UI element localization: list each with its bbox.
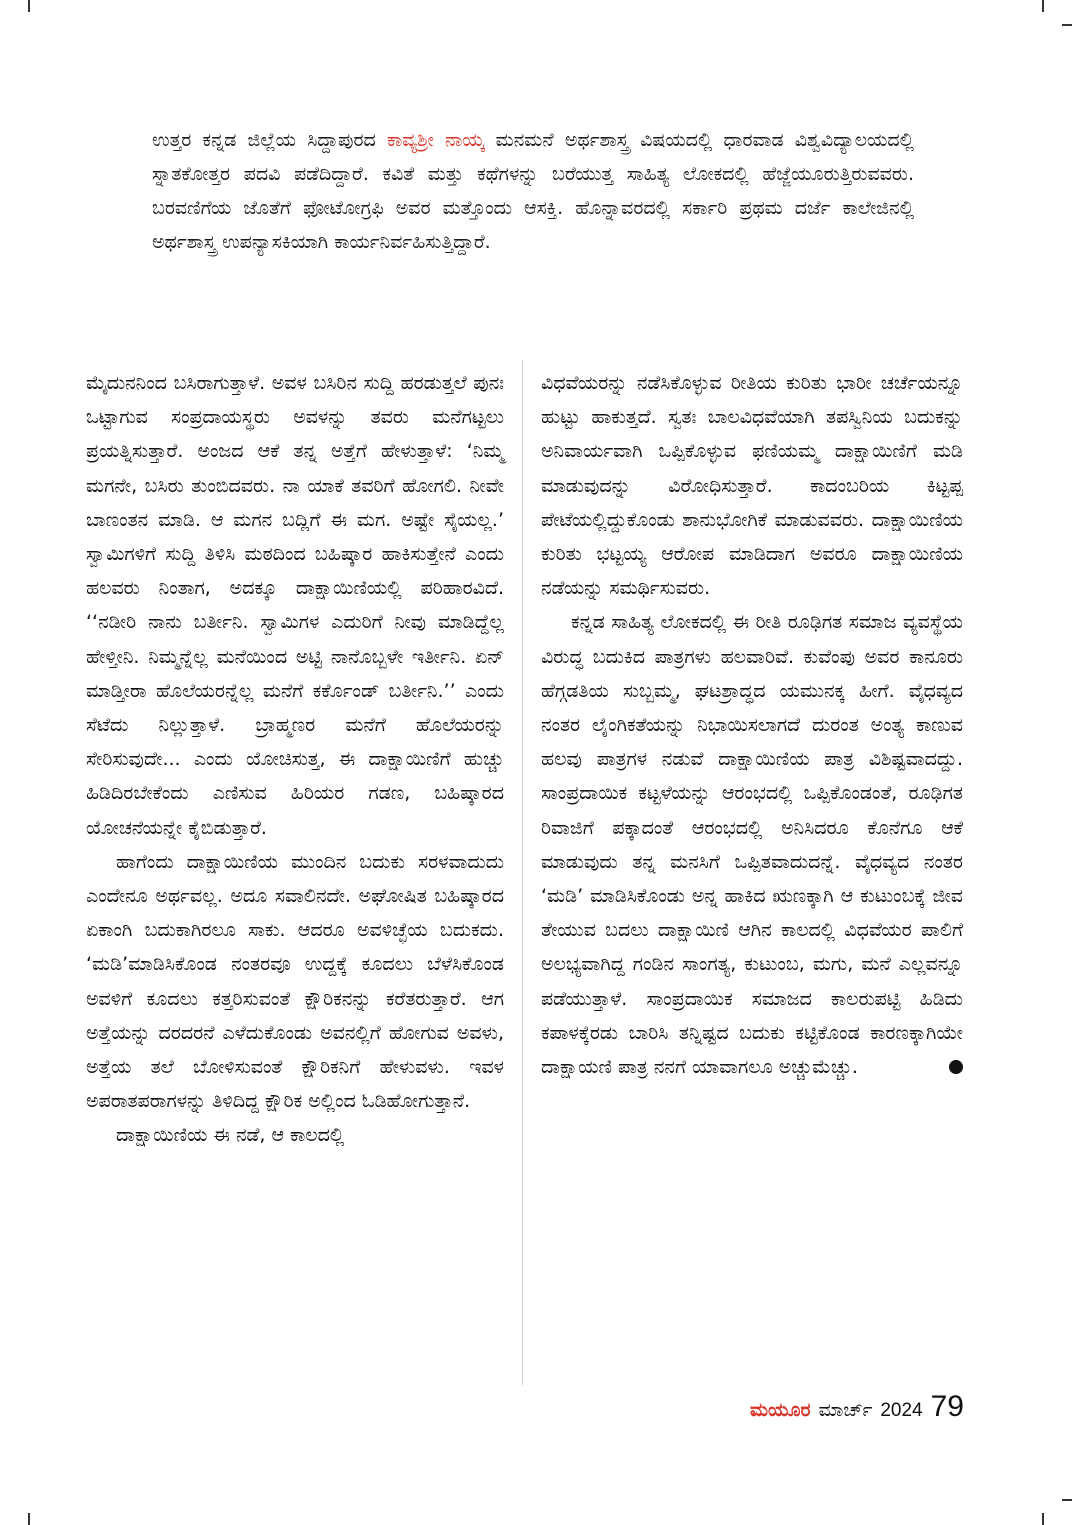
magazine-logo: ಮಯೂರ [749,1399,811,1421]
paragraph: ಹಾಗೆಂದು ದಾಕ್ಷಾಯಿಣಿಯ ಮುಂದಿನ ಬದುಕು ಸರಳವಾದುದು ಎಂದೇನೂ ಅರ್ಥವಲ್ಲ. ಅದೂ ಸವಾಲಿನದೇ. ಅಘೋಷಿತ ಬಹಿಷ್ಕಾರದ ಏಕಾಂಗಿ ಬದುಕಾಗಿರಲೂ ಸಾಕು. ಆದರೂ ಅವಳಿಚ್ಛೆಯ ಬದುಕದು. ‘ಮಡಿ’ಮಾಡಿಸಿಕೊಂಡ ನಂತರವೂ ಉದ್ದಕ್ಕೆ ಕೂದಲು ಬೆಳೆಸಿಕೊಂಡ ಅವಳಿಗೆ ಕೂದಲು ಕತ್ತರಿಸುವಂತೆ ಕ್ಷೌರಿಕನನ್ನು ಕರೆತರುತ್ತಾರೆ. ಆಗ ಅತ್ತೆಯನ್ನು ದರದರನೆ ಎಳೆದುಕೊಂಡು ಅವನಲ್ಲಿಗೆ ಹೋಗುವ ಅವಳು, ಅತ್ತೆಯ ತಲೆ ಬೋಳಿಸುವಂತೆ ಕ್ಷೌರಿಕನಿಗೆ ಹೇಳುವಳು. ಇವಳ ಅಪರಾತಪರಾಗಳನ್ನು ತಿಳಿದಿದ್ದ ಕ್ಷೌರಿಕ ಅಲ್ಲಿಂದ ಓಡಿಹೋಗುತ್ತಾನೆ. [86,850,504,1113]
crop-mark-right-mid [1062,24,1072,26]
issue-year: 2024 [880,1400,923,1421]
crop-mark-bottom-right-v [1042,1513,1044,1525]
column-divider [522,360,523,1385]
author-name: ಕಾವ್ಯಶ್ರೀ ನಾಯ್ಕ [387,129,485,151]
bio-text-after-name: ಮನಮನೆ ಅರ್ಥಶಾಸ್ತ್ರ ವಿಷಯದಲ್ಲಿ ಧಾರವಾಡ ವಿಶ್ವವಿದ್ಯಾಲಯದಲ್ಲಿ ಸ್ನಾತಕೋತ್ತರ ಪದವಿ ಪಡೆದಿದ್ದಾರೆ. ಕವಿತೆ ಮತ್ತು ಕಥೆಗಳನ್ನು ಬರೆಯುತ್ತ ಸಾಹಿತ್ಯ ಲೋಕದಲ್ಲಿ ಹೆಜ್ಜೆಯೂರುತ್ತಿರುವವರು. ಬರವಣಿಗೆಯ ಜೊತೆಗೆ ಫೋಟೋಗ್ರಫಿ ಅವರ ಮತ್ತೊಂದು ಆಸಕ್ತಿ. ಹೊನ್ನಾವರದಲ್ಲಿ ಸರ್ಕಾರಿ ಪ್ರಥಮ ದರ್ಜೆ ಕಾಲೇಜಿನಲ್ಲಿ ಅರ್ಥಶಾಸ್ತ್ರ ಉಪನ್ಯಾಸಕಿಯಾಗಿ ಕಾರ್ಯನಿರ್ವಹಿಸುತ್ತಿದ್ದಾರೆ. [152,129,915,253]
page-number: 79 [930,1390,964,1423]
paragraph: ದಾಕ್ಷಾಯಿಣಿಯ ಈ ನಡೆ, ಆ ಕಾಲದಲ್ಲಿ [116,1124,345,1147]
paragraph-text: ಕನ್ನಡ ಸಾಹಿತ್ಯ ಲೋಕದಲ್ಲಿ ಈ ರೀತಿ ರೂಢಿಗತ ಸಮಾಜ ವ್ಯವಸ್ಥೆಯ ವಿರುದ್ಧ ಬದುಕಿದ ಪಾತ್ರಗಳು ಹಲವಾರಿವೆ. ಕುವೆಂಪು ಅವರ ಕಾನೂರು ಹೆಗ್ಗಡತಿಯ ಸುಬ್ಬಮ್ಮ, ಘಟಶ್ರಾದ್ಧದ ಯಮುನಕ್ಕ ಹೀಗೆ. ವೈಧವ್ಯದ ನಂತರ ಲೈಂಗಿಕತೆಯನ್ನು ನಿಭಾಯಿಸಲಾಗದೆ ದುರಂತ ಅಂತ್ಯ ಕಾಣುವ ಹಲವು ಪಾತ್ರಗಳ ನಡುವೆ ದಾಕ್ಷಾಯಿಣಿಯ ಪಾತ್ರ ವಿಶಿಷ್ಟವಾದದ್ದು. ಸಾಂಪ್ರದಾಯಿಕ ಕಟ್ಟಳೆಯನ್ನು ಆರಂಭದಲ್ಲಿ ಒಪ್ಪಿಕೊಂಡಂತೆ, ರೂಢಿಗತ ರಿವಾಜಿಗೆ ಪಕ್ಕಾದಂತೆ ಆರಂಭದಲ್ಲಿ ಅನಿಸಿದರೂ ಕೊನೆಗೂ ಆಕೆ ಮಾಡುವುದು ತನ್ನ ಮನಸಿಗೆ ಒಪ್ಪಿತವಾದುದನ್ನೆ. ವೈಧವ್ಯದ ನಂತರ ‘ಮಡಿ’ ಮಾಡಿಸಿಕೊಂಡು ಅನ್ನ ಹಾಕಿದ ಋಣಕ್ಕಾಗಿ ಆ ಕುಟುಂಬಕ್ಕೆ ಜೀವ ತೇಯುವ ಬದಲು ದಾಕ್ಷಾಯಿಣಿ ಆಗಿನ ಕಾಲದಲ್ಲಿ ವಿಧವೆಯರ ಪಾಲಿಗೆ ಅಲಭ್ಯವಾಗಿದ್ದ ಗಂಡಿನ ಸಾಂಗತ್ಯ, ಕುಟುಂಬ, ಮಗು, ಮನೆ ಎಲ್ಲವನ್ನೂ ಪಡೆಯುತ್ತಾಳೆ. ಸಾಂಪ್ರದಾಯಿಕ ಸಮಾಜದ ಕಾಲರುಪಟ್ಟಿ ಹಿಡಿದು ಕಪಾಳಕ್ಕೆರಡು ಬಾರಿಸಿ ತನ್ನಿಷ್ಟದ ಬದುಕು ಕಟ್ಟಿಕೊಂಡ ಕಾರಣಕ್ಕಾಗಿಯೇ ದಾಕ್ಷಾಯಣಿ ಪಾತ್ರ ನನಗೆ ಯಾವಾಗಲೂ ಅಚ್ಚುಮೆಚ್ಚು. [541,611,963,1079]
end-of-article-bullet-icon [949,1060,963,1074]
issue-month: ಮಾರ್ಚ್ [818,1399,873,1421]
crop-mark-bottom-left-v [28,1513,30,1525]
page-footer [750,1390,964,1430]
crop-mark-top-left [28,0,30,12]
paragraph: ವಿಧವೆಯರನ್ನು ನಡೆಸಿಕೊಳ್ಳುವ ರೀತಿಯ ಕುರಿತು ಭಾರೀ ಚರ್ಚೆಯನ್ನೂ ಹುಟ್ಟು ಹಾಕುತ್ತದೆ. ಸ್ವತಃ ಬಾಲವಿಧವೆಯಾಗಿ ತಪಸ್ವಿನಿಯ ಬದುಕನ್ನು ಅನಿವಾರ್ಯವಾಗಿ ಒಪ್ಪಿಕೊಳ್ಳುವ ಫಣಿಯಮ್ಮ ದಾಕ್ಷಾಯಿಣಿಗೆ ಮಡಿ ಮಾಡುವುದನ್ನು ವಿರೋಧಿಸುತ್ತಾರೆ. ಕಾದಂಬರಿಯ ಕಿಟ್ಟಪ್ಪ ಪೇಟೆಯಲ್ಲಿದ್ದುಕೊಂಡು ಶಾನುಭೋಗಿಕೆ ಮಾಡುವವರು. ದಾಕ್ಷಾಯಿಣಿಯ ಕುರಿತು ಭಟ್ಟಯ್ಯ ಆರೋಪ ಮಾಡಿದಾಗ ಅವರೂ ದಾಕ್ಷಾಯಿಣಿಯ ನಡೆಯನ್ನು ಸಮರ್ಥಿಸುವರು. [541,372,963,600]
article-column-right [541,366,963,1084]
crop-mark-bottom-right [1062,1499,1072,1501]
author-bio [152,123,914,259]
bio-text-before-name: ಉತ್ತರ ಕನ್ನಡ ಜಿಲ್ಲೆಯ ಸಿದ್ದಾಪುರದ [152,129,388,151]
paragraph: ಮೈದುನನಿಂದ ಬಸಿರಾಗುತ್ತಾಳೆ. ಅವಳ ಬಸಿರಿನ ಸುದ್ದಿ ಹರಡುತ್ತಲೆ ಪುನಃ ಒಟ್ಟಾಗುವ ಸಂಪ್ರದಾಯಸ್ಥರು ಅವಳನ್ನು ತವರು ಮನೆಗಟ್ಟಲು ಪ್ರಯತ್ನಿಸುತ್ತಾರೆ. ಅಂಜದ ಆಕೆ ತನ್ನ ಅತ್ತೆಗೆ ಹೇಳುತ್ತಾಳೆ: ‘ನಿಮ್ಮ ಮಗನೇ, ಬಸಿರು ತುಂಬಿದವರು. ನಾ ಯಾಕೆ ತವರಿಗೆ ಹೋಗಲಿ. ನೀವೇ ಬಾಣಂತನ ಮಾಡಿ. ಆ ಮಗನ ಬದ್ಲಿಗೆ ಈ ಮಗ. ಅಷ್ಟೇ ಸೈಯಲ್ಲ.’ ಸ್ವಾಮಿಗಳಿಗೆ ಸುದ್ದಿ ತಿಳಿಸಿ ಮಠದಿಂದ ಬಹಿಷ್ಕಾರ ಹಾಕಿಸುತ್ತೇನೆ ಎಂದು ಹಲವರು ನಿಂತಾಗ, ಅದಕ್ಕೂ ದಾಕ್ಷಾಯಿಣಿಯಲ್ಲಿ ಪರಿಹಾರವಿದೆ. ‘‘ನಡೀರಿ ನಾನು ಬರ್ತೀನಿ. ಸ್ವಾಮಿಗಳ ಎದುರಿಗೆ ನೀವು ಮಾಡಿದ್ದೆಲ್ಲ ಹೇಳ್ತೀನಿ. ನಿಮ್ಮನ್ನೆಲ್ಲ ಮನೆಯಿಂದ ಅಟ್ಟಿ ನಾನೊಬ್ಬಳೇ ಇರ್ತೀನಿ. ಏನ್ ಮಾಡ್ತೀರಾ ಹೊಲೆಯರನ್ನೆಲ್ಲ ಮನೆಗೆ ಕರ್ಕೊಂಡ್ ಬರ್ತೀನಿ.’’ ಎಂದು ಸೆಟೆದು ನಿಲ್ಲುತ್ತಾಳೆ. ಬ್ರಾಹ್ಮಣರ ಮನೆಗೆ ಹೊಲೆಯರನ್ನು ಸೇರಿಸುವುದೇ... ಎಂದು ಯೋಚಿಸುತ್ತ, ಈ ದಾಕ್ಷಾಯಿಣಿಗೆ ಹುಚ್ಚು ಹಿಡಿದಿರಬೇಕೆಂದು ಎಣಿಸುವ ಹಿರಿಯರ ಗಡಣ, ಬಹಿಷ್ಕಾರದ ಯೋಚನೆಯನ್ನೇ ಕೈಬಿಡುತ್ತಾರೆ. [86,372,504,839]
crop-mark-top-right [1042,0,1044,12]
paragraph-final [541,605,963,1084]
article-column-left [86,366,504,1153]
